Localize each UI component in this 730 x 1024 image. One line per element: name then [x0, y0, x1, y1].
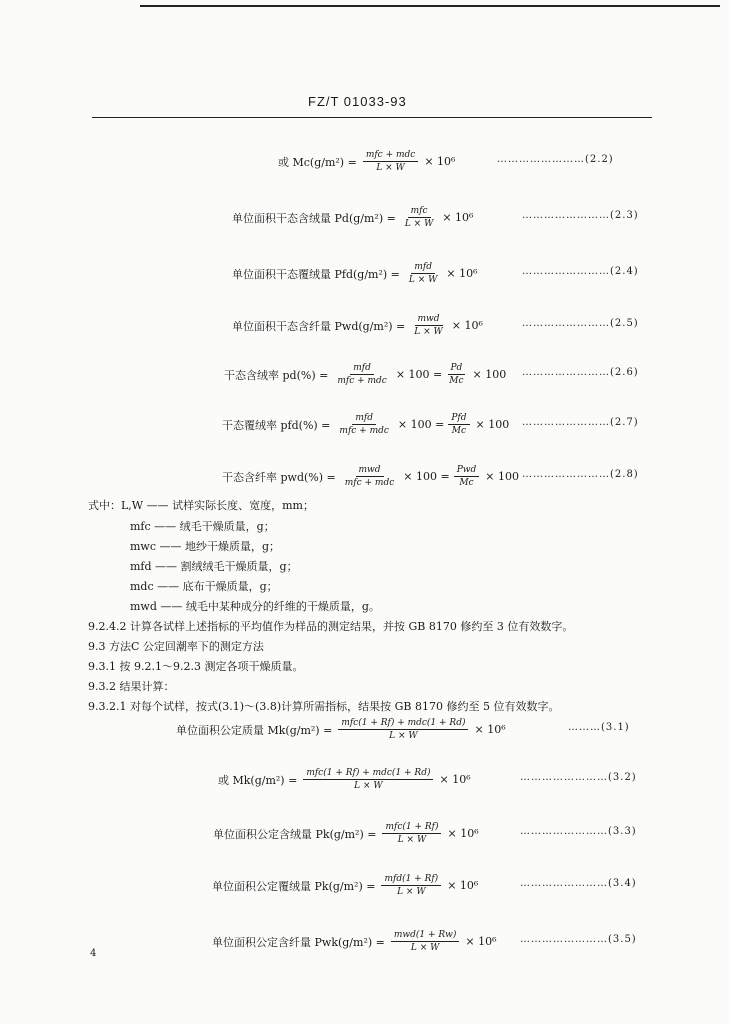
equation	[212, 930, 497, 954]
where-line: mfc —— 绒毛干燥质量，g；	[130, 520, 275, 533]
where-line: mdc —— 底布干燥质量，g；	[130, 580, 278, 593]
where-line: 式中：L,W —— 试样实际长度、宽度，mm；	[88, 499, 314, 512]
page-header: FZ/T 01033-93	[308, 94, 407, 109]
denominator: L × W	[389, 731, 418, 742]
equation-number: ……………………(2.2)	[497, 154, 614, 165]
numerator: mfd	[352, 413, 376, 425]
numerator: mfc(1 + Rf) + mdc(1 + Rd)	[338, 718, 468, 730]
equation	[232, 314, 483, 338]
equation-rhs: × 10⁶	[474, 723, 506, 737]
equation-rhs: × 10⁶	[465, 935, 497, 949]
denominator: L × W	[376, 163, 405, 174]
denominator: mfc + mdc	[339, 426, 389, 437]
fraction	[382, 822, 441, 846]
where-line: mwc —— 地纱干燥质量，g；	[130, 540, 281, 553]
fraction	[342, 465, 398, 489]
equation-mid: × 100 =	[395, 368, 443, 382]
section-9-3-1: 9.3.1 按 9.2.1～9.2.3 测定各项干燥质量。	[88, 660, 304, 673]
numerator: mwd	[356, 465, 384, 477]
equation	[212, 874, 478, 898]
equation	[222, 413, 509, 437]
denominator: L × W	[404, 219, 434, 230]
section-9-3-2-1: 9.3.2.1 对每个试样，按式(3.1)～(3.8)计算所需指标，结果按 GB 8170 修约至 5 位有效数字。	[88, 700, 560, 713]
equation-lhs: 干态含纤率 pwd(%) =	[222, 470, 336, 484]
equation	[232, 262, 478, 286]
equation-number: ……………………(2.3)	[522, 210, 639, 221]
page-number: 4	[90, 948, 97, 959]
equation-rhs: × 10⁶	[442, 211, 474, 225]
denominator: L × W	[354, 781, 383, 792]
fraction	[446, 363, 466, 387]
equation-number: ……………………(3.2)	[520, 772, 637, 783]
equation	[218, 768, 471, 792]
where-line: mfd —— 割绒绒毛干燥质量，g；	[130, 560, 298, 573]
equation	[224, 363, 506, 387]
denominator: mfc + mdc	[337, 376, 387, 387]
fraction	[391, 930, 460, 954]
equation-rhs: × 10⁶	[447, 879, 479, 893]
numerator: mwd(1 + Rw)	[391, 930, 460, 942]
numerator: mfc(1 + Rf)	[382, 822, 441, 834]
fraction	[303, 768, 433, 792]
equation-lhs: 或 Mc(g/m²) =	[278, 155, 357, 169]
section-9-3-2: 9.3.2 结果计算：	[88, 680, 175, 693]
denominator: L × W	[397, 887, 426, 898]
header-rule	[92, 117, 652, 118]
numerator: mfc(1 + Rf) + mdc(1 + Rd)	[303, 768, 433, 780]
denominator: Mc	[449, 376, 464, 387]
equation-rhs: × 100	[472, 368, 507, 382]
equation-lhs: 单位面积公定含纤量 Pwk(g/m²) =	[212, 935, 385, 949]
equation-lhs: 单位面积干态覆绒量 Pfd(g/m²) =	[232, 267, 400, 281]
denominator: L × W	[414, 327, 443, 338]
denominator: L × W	[397, 835, 427, 846]
equation-number: ……………………(2.8)	[522, 469, 639, 480]
equation	[213, 822, 479, 846]
fraction	[406, 262, 441, 286]
denominator: L × W	[410, 943, 440, 954]
denominator: Mc	[459, 478, 474, 489]
equation-mid: × 100 =	[397, 418, 445, 432]
numerator: mfc + mdc	[363, 150, 419, 162]
numerator: mfc	[408, 206, 431, 218]
section-9-3: 9.3 方法C 公定回潮率下的测定方法	[88, 640, 264, 653]
equation-lhs: 干态含绒率 pd(%) =	[224, 368, 329, 382]
section-9-2-4-2: 9.2.4.2 计算各试样上述指标的平均值作为样品的测定结果，并按 GB 8170 修约至 3 位有效数字。	[88, 620, 574, 633]
fraction	[338, 718, 468, 742]
fraction	[381, 874, 441, 898]
equation-lhs: 单位面积干态含纤量 Pwd(g/m²) =	[232, 319, 406, 333]
equation-number: ……………………(2.5)	[522, 318, 639, 329]
fraction	[363, 150, 419, 174]
fraction	[411, 314, 446, 338]
numerator: mfd(1 + Rf)	[381, 874, 441, 886]
equation-lhs: 单位面积公定质量 Mk(g/m²) =	[176, 723, 333, 737]
equation-number: ……………………(3.5)	[520, 934, 637, 945]
fraction	[334, 363, 390, 387]
equation-lhs: 单位面积干态含绒量 Pd(g/m²) =	[232, 211, 396, 225]
numerator: mfd	[350, 363, 374, 375]
fraction	[336, 413, 392, 437]
equation-mid: × 100 =	[403, 470, 450, 484]
numerator: mfd	[411, 262, 435, 274]
equation-rhs: × 10⁶	[447, 827, 479, 841]
equation	[176, 718, 506, 742]
equation-rhs: × 10⁶	[446, 267, 478, 281]
equation-rhs: × 10⁶	[451, 319, 483, 333]
equation-lhs: 干态覆绒率 pfd(%) =	[222, 418, 331, 432]
equation-number: ……………………(3.3)	[520, 826, 637, 837]
equation-lhs: 单位面积公定含绒量 Pk(g/m²) =	[213, 827, 377, 841]
equation-number: ……………………(2.7)	[522, 417, 639, 428]
equation-lhs: 单位面积公定覆绒量 Pk(g/m²) =	[212, 879, 376, 893]
equation-number: ……………………(3.4)	[520, 878, 637, 889]
denominator: mfc + mdc	[344, 478, 395, 489]
equation-rhs: × 100	[485, 470, 519, 484]
equation-number: ……………………(2.6)	[522, 367, 639, 378]
equation-number: ……………………(2.4)	[522, 266, 639, 277]
equation	[222, 465, 519, 489]
where-line: mwd —— 绒毛中某种成分的纤维的干燥质量，g。	[130, 600, 380, 613]
denominator: Mc	[451, 426, 467, 437]
equation-number: ………(3.1)	[568, 722, 630, 733]
numerator: mwd	[415, 314, 443, 326]
denominator: L × W	[408, 275, 438, 286]
fraction	[402, 206, 437, 230]
numerator: Pwd	[454, 465, 480, 477]
top-border-line	[140, 5, 720, 7]
equation-rhs: × 10⁶	[424, 155, 456, 169]
numerator: Pfd	[448, 413, 469, 425]
fraction	[448, 413, 469, 437]
equation	[232, 206, 473, 230]
fraction	[454, 465, 480, 489]
equation-rhs: × 100	[475, 418, 510, 432]
equation-lhs: 或 Mk(g/m²) =	[218, 773, 298, 787]
numerator: Pd	[448, 363, 466, 375]
equation-rhs: × 10⁶	[439, 773, 471, 787]
equation	[278, 150, 455, 174]
